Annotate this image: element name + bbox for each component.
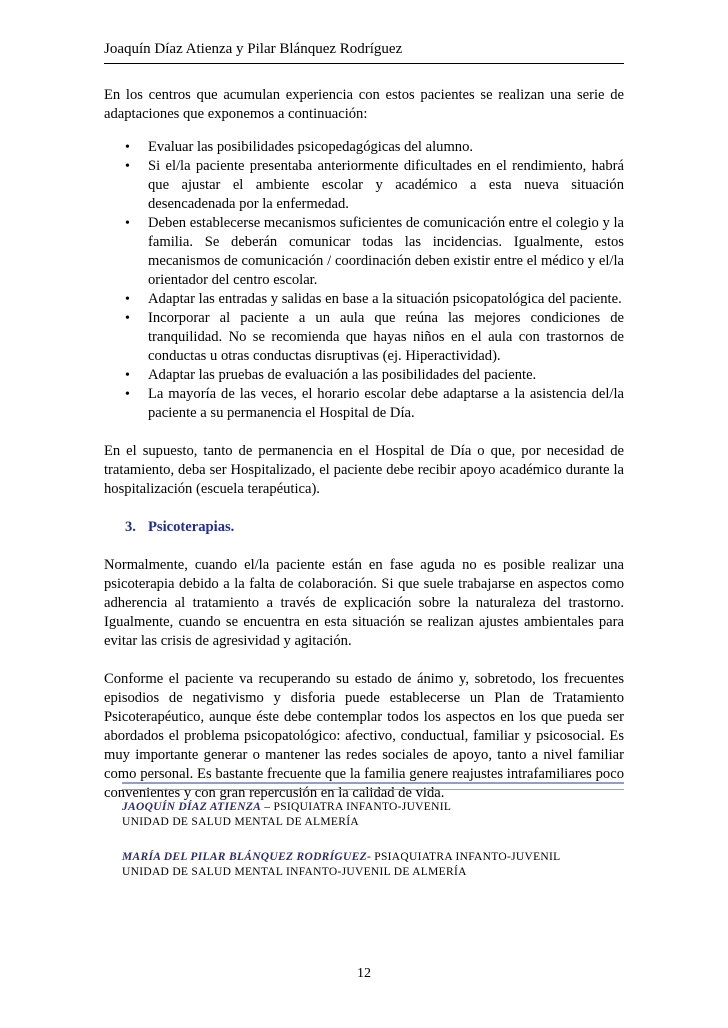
author-1-unit: UNIDAD DE SALUD MENTAL DE ALMERÍA [122, 816, 359, 828]
list-item-text: Adaptar las entradas y salidas en base a la situación psicopatológica del paciente. [148, 291, 622, 307]
bullet-icon: • [125, 216, 130, 231]
author-block-1 [122, 800, 624, 830]
list-item [104, 366, 624, 385]
hospital-paragraph: En el supuesto, tanto de permanencia en el Hospital de Día o que, por necesidad de tratamiento, deba ser Hospitalizado, el paciente debe recibir apoyo académico durante la hospitalización (escuela terapéutica). [104, 443, 624, 497]
author-1-name: JAOQUÍN DÍAZ ATIENZA [122, 801, 262, 813]
list-item-text: Incorporar al paciente a un aula que reúna las mejores condiciones de tranquilidad. No se recomienda que hayas niños en el aula con trastornos de conductas u otras conductas disruptivas (ej. Hiperactividad). [148, 310, 624, 364]
list-item-text: Evaluar las posibilidades psicopedagógicas del alumno. [148, 139, 474, 155]
author-block-2 [122, 850, 624, 880]
list-item-text: Adaptar las pruebas de evaluación a las posibilidades del paciente. [148, 367, 537, 383]
psicoterapia-paragraph-1: Normalmente, cuando el/la paciente están en fase aguda no es posible realizar una psicoterapia debido a la falta de colaboración. Si que suele trabajarse en aspectos como adherencia al tratamiento a través de explicación sobre la naturaleza del trastorno. Igualmente, cuando se encuentra en esta situación se realizan ajustes ambientales para evitar las crisis de agresividad y agitación. [104, 557, 624, 649]
list-item-text: La mayoría de las veces, el horario escolar debe adaptarse a la asistencia del/la paciente a su permanencia el Hospital de Día. [148, 386, 624, 421]
header-rule [104, 63, 624, 64]
list-item [104, 214, 624, 290]
page-number: 12 [357, 966, 371, 981]
intro-paragraph: En los centros que acumulan experiencia con estos pacientes se realizan una serie de adaptaciones que exponemos a continuación: [104, 87, 624, 122]
list-item [104, 290, 624, 309]
list-item [104, 157, 624, 214]
bullet-icon: • [125, 159, 130, 174]
list-item-text: Si el/la paciente presentaba anteriormente dificultades en el rendimiento, habrá que ajustar el ambiente escolar y académico a esta nueva situación desencadenada por la enfermedad. [148, 158, 624, 212]
page-content [104, 86, 624, 803]
list-item-text: Deben establecerse mecanismos suficientes de comunicación entre el colegio y la familia. Se deberán comunicar todas las incidencias. Igualmente, estos mecanismos de comunicación / coordinación deben existir entre el médico y el/la orientador del centro escolar. [148, 215, 624, 288]
author-2-unit: UNIDAD DE SALUD MENTAL INFANTO-JUVENIL DE ALMERÍA [122, 866, 467, 878]
list-item [104, 385, 624, 423]
bullet-icon: • [125, 368, 130, 383]
running-header: Joaquín Díaz Atienza y Pilar Blánquez Rodríguez [104, 41, 403, 57]
section-title: Psicoterapias. [148, 519, 235, 535]
author-footer [122, 800, 624, 900]
psicoterapia-paragraph-2: Conforme el paciente va recuperando su estado de ánimo y, sobretodo, los frecuentes episodios de negativismo y disforia puede establecerse un Plan de Tratamiento Psicoterapéutico, aunque éste debe contemplar todos los aspectos en los que pueda ser abordados el problema psicopatológico: afectivo, conductual, familiar y psicosocial. Es muy importante generar o mantener las redes sociales de apoyo, tanto a nivel familiar como personal. Es bastante frecuente que la familia genere reajustes intrafamiliares poco convenientes y con gran repercusión en la calidad de vida. [104, 671, 624, 801]
section-number: 3. [125, 519, 136, 535]
section-heading [104, 518, 624, 537]
author-1-role: – PSIQUIATRA INFANTO-JUVENIL [261, 801, 452, 813]
bullet-icon: • [125, 387, 130, 402]
list-item [104, 138, 624, 157]
footer-rule [122, 782, 624, 790]
list-item [104, 309, 624, 366]
bullet-icon: • [125, 140, 130, 155]
author-2-name: MARÍA DEL PILAR BLÁNQUEZ RODRÍGUEZ [122, 851, 367, 863]
bullet-icon: • [125, 311, 130, 326]
adaptations-list [104, 138, 624, 423]
author-2-role: - PSIAQUIATRA INFANTO-JUVENIL [366, 851, 561, 863]
bullet-icon: • [125, 292, 130, 307]
